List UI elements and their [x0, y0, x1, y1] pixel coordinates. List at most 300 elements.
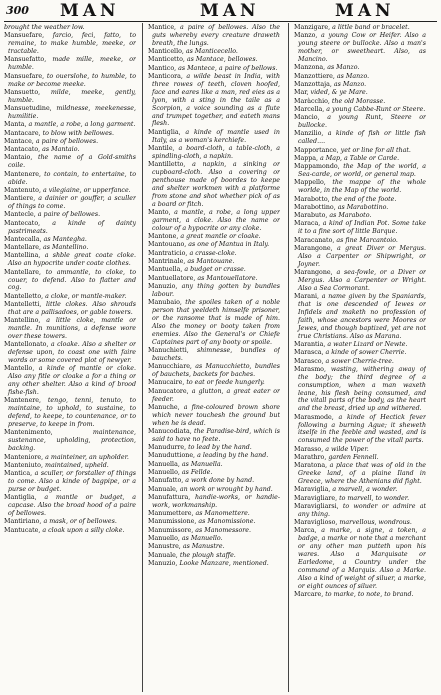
entry-headword: Manzottaja,	[294, 80, 334, 88]
dictionary-entry	[294, 591, 426, 599]
entry-definition: a crasse-cloke.	[189, 249, 237, 257]
entry-definition: a sea-fowle, or a Diver or Mergus. Also a Carpenter or Wright. Also a Sea Cormorant.	[298, 269, 426, 292]
entry-headword: Manticello,	[148, 48, 186, 56]
dictionary-entry	[4, 24, 136, 32]
dictionary-entry	[4, 220, 136, 236]
entry-definition: farcio, feci, fatto, to remaine, to make humble, meeke, or tractable.	[8, 32, 136, 56]
dictionary-entry	[148, 24, 280, 48]
entry-definition: the spoiles taken of a noble person that yeeldeth himselfe prisoner, or the ransome that is made of him. Also the money or booty taken from enemies. Also the General's or Chiefe Captaines part of any booty or spoile.	[152, 299, 280, 346]
dictionary-entry	[294, 163, 426, 179]
entry-definition: a young Cow or Heifer. Also a young steere or bullocke. Also a man's mother, or sweetheart. Also, as Mancino.	[298, 32, 426, 64]
entry-definition: to ammantle, to cloke, to couer, to defend. Also to flatter and cog.	[8, 268, 136, 292]
entry-definition: as Manomettere.	[195, 510, 250, 518]
entry-headword: Marathro,	[294, 453, 329, 461]
dictionary-entry	[294, 341, 426, 349]
entry-headword: Manuale,	[148, 551, 180, 559]
entry-definition: the end of the foote.	[331, 195, 397, 203]
dictionary-entry	[148, 428, 280, 444]
entry-headword: Marasso,	[294, 445, 326, 453]
entry-definition: as Manucchietto, bundles of bauchets, backets for baches.	[152, 363, 280, 378]
entry-definition: a marke, a signe, a token, a badge, a marke or note that a merchant or any other man putteth upon his wares. Also a Marquisate or Earledome, a Country under the command of a Marquis. Also a Marke. Also a kind of weight of siluer, a marke, or eight ounces of siluer.	[298, 527, 426, 590]
dictionary-entry	[148, 275, 280, 283]
dictionary-entry	[294, 64, 426, 72]
entry-headword: Marasca,	[294, 349, 326, 357]
dictionary-entry	[4, 146, 136, 154]
entry-headword: Marangone,	[294, 269, 337, 276]
entry-headword: Manuduttione,	[148, 452, 198, 460]
dictionary-entry	[294, 204, 426, 212]
entry-headword: Mantacare,	[4, 129, 43, 137]
entry-headword: Maravigliarsi,	[294, 502, 343, 510]
entry-definition: a kinde of dainty pastrimeats.	[8, 219, 136, 235]
entry-headword: Mantaio,	[4, 154, 38, 162]
dictionary-entry	[4, 518, 136, 526]
entry-headword: Mansuefatto,	[4, 56, 53, 64]
entry-definition: as Mantace, bellowes.	[186, 56, 258, 64]
dictionary-entry	[148, 266, 280, 274]
entry-definition: a young Cabbe-Runt or Steere.	[326, 105, 426, 113]
entry-headword: Manzigare,	[294, 24, 333, 31]
dictionary-entry	[148, 494, 280, 510]
entry-headword: Mancio,	[294, 114, 328, 122]
dictionary-entry	[294, 358, 426, 366]
entry-definition: mildnesse, meekenesse, humilitie.	[8, 105, 136, 120]
dictionary-entry	[294, 237, 426, 245]
dictionary-entry	[294, 527, 426, 590]
entry-headword: Manuale,	[148, 485, 180, 493]
entry-headword: Mantucate,	[4, 526, 43, 534]
column-divider	[288, 23, 289, 692]
entry-definition: a water Lizard or Newte.	[327, 340, 408, 348]
entry-headword: Mantecato,	[4, 219, 53, 227]
entry-headword: Marcella,	[294, 105, 327, 113]
entry-headword: Mantiriano,	[4, 518, 44, 526]
entry-headword: Maràcchio,	[294, 97, 332, 105]
entry-headword: Manucodiata,	[148, 427, 194, 435]
page-number: 300	[6, 4, 29, 17]
dictionary-entry	[148, 404, 280, 428]
entry-definition: the Map of the world, a Sea-carde, or world, or general map.	[298, 163, 426, 178]
entry-definition: an work or wrought by hand.	[179, 485, 273, 493]
entry-definition: yet or line for all that.	[340, 146, 411, 154]
entry-definition: a glutton, a great eater or feeder.	[152, 387, 280, 403]
entry-definition: to blow with bellowes.	[42, 129, 115, 137]
dictionary-entry	[148, 161, 280, 208]
entry-headword: Mantile,	[148, 144, 179, 152]
entry-definition: the mappe of the whole worlde, in the Map of the world.	[298, 179, 426, 195]
entry-headword: Marasmode,	[294, 413, 339, 421]
entry-definition: as Manomissione.	[198, 518, 256, 526]
entry-definition: a kinde of fish or little fish called....	[298, 130, 426, 146]
entry-headword: Manuello,	[148, 534, 182, 542]
entry-definition: a vilegiaine, or upperfance.	[42, 186, 131, 194]
entry-definition: a kinde of mantle or cloke. Also any fitle or cloake a for a thing or any other shelter. Also a kind of brood fishe-fish.	[8, 365, 136, 397]
dictionary-entry	[148, 388, 280, 404]
entry-definition: a great mantle or cloake.	[180, 233, 261, 241]
dictionary-entry	[148, 209, 280, 233]
dictionary-entry	[4, 301, 136, 317]
dictionary-column-middle	[148, 24, 280, 692]
entry-definition: as Manticecello.	[185, 48, 238, 56]
entry-headword: Mantellonato,	[4, 341, 51, 349]
entry-definition: a little band or bracelet.	[332, 24, 410, 31]
entry-headword: Mantilletto,	[148, 161, 193, 169]
dictionary-entry	[294, 196, 426, 204]
entry-definition: a kinde of mantle used in Italy, as a woman's kerchiefe.	[152, 128, 280, 144]
entry-definition: a shble great coate cloke. Also an hypocrite under coate clothes.	[8, 252, 136, 268]
dictionary-entry	[294, 293, 426, 340]
dictionary-entry	[148, 347, 280, 363]
entry-headword: Manteniore,	[4, 453, 46, 461]
entry-definition: a mantle, a robe, a long garment.	[28, 121, 136, 129]
dictionary-entry	[148, 527, 280, 535]
dictionary-entry	[4, 211, 136, 219]
entry-definition: a board-cloth, a table-cloth, a spindling-cloth, a napkin.	[152, 144, 280, 160]
entry-headword: Mantacato,	[4, 146, 43, 154]
entry-headword: Mantenere,	[4, 170, 45, 178]
dictionary-entry	[4, 317, 136, 341]
dictionary-entry	[148, 469, 280, 477]
entry-definition: a paire of bellowes.	[37, 211, 101, 219]
dictionary-entry	[4, 470, 136, 494]
entry-definition: a mask, or of bellowes.	[43, 518, 117, 526]
entry-definition: made mille, meeke, or humble.	[8, 56, 136, 72]
entry-definition: a sower Cherrie-tree.	[325, 357, 394, 365]
entry-headword: Manucatore,	[148, 387, 192, 395]
entry-headword: Manudurre,	[148, 444, 189, 452]
entry-definition: a cloke, or mantle-maker.	[45, 292, 127, 300]
dictionary-entry	[4, 494, 136, 518]
entry-headword: Mantecalla,	[4, 235, 44, 243]
entry-headword: Marasmo,	[294, 365, 331, 373]
dictionary-entry	[148, 65, 280, 73]
entry-headword: Manticetto,	[148, 56, 187, 64]
entry-headword: Mappamondo,	[294, 163, 344, 171]
dictionary-entry	[294, 414, 426, 446]
entry-headword: Manto,	[148, 208, 175, 216]
dictionary-entry	[4, 73, 136, 89]
entry-definition: as Manuella.	[181, 460, 223, 468]
dictionary-entry	[148, 56, 280, 64]
entry-definition: a leading by the hand.	[197, 452, 269, 460]
dictionary-entry	[294, 106, 426, 114]
entry-definition: maintained, upheld.	[44, 461, 109, 469]
dictionary-entry	[294, 130, 426, 146]
dictionary-entry	[148, 444, 280, 452]
entry-headword: Mantice,	[148, 24, 181, 31]
entry-headword: Manufatto,	[148, 477, 186, 485]
entry-headword: Mappa,	[294, 154, 321, 162]
entry-headword: Manuchietti,	[148, 346, 197, 354]
entry-headword: Manumissione,	[148, 518, 199, 526]
dictionary-entry	[148, 283, 280, 299]
entry-headword: Marabottino,	[294, 203, 338, 211]
running-head-left: MAN	[60, 1, 120, 21]
entry-definition: as Manuello.	[181, 534, 223, 542]
dictionary-entry	[148, 379, 280, 387]
entry-definition: milde, meeke, gently, humble.	[8, 88, 136, 104]
entry-definition: marvellous, wondrous.	[339, 519, 412, 527]
entry-definition: as Mantegha.	[43, 235, 87, 243]
dictionary-entry	[148, 258, 280, 266]
dictionary-entry	[148, 73, 280, 128]
dictionary-entry	[148, 461, 280, 469]
entry-definition: the plough staffe.	[179, 551, 236, 559]
entry-headword: Mantenimento,	[4, 429, 93, 437]
entry-headword: Mantiglia,	[148, 128, 186, 136]
dictionary-entry	[4, 429, 136, 453]
entry-headword: Maracanato,	[294, 236, 337, 244]
entry-definition: to marke, to note, to brand.	[325, 591, 414, 599]
entry-definition: a place that was of old in the Greeke land, of a plaine Iland in Greece, where the Athenians did fight.	[298, 462, 426, 486]
entry-definition: little clokes. Also shrouds that are a pallisadoes, or gable towers.	[8, 301, 136, 316]
entry-headword: Marca,	[294, 527, 322, 535]
column-divider	[142, 23, 143, 692]
entry-headword: Manteniuto,	[4, 461, 45, 469]
entry-definition: a dainier or gouffer, a sculler of things to come.	[8, 195, 136, 211]
dictionary-entry	[148, 145, 280, 161]
dictionary-entry	[4, 154, 136, 170]
entry-headword: Manzilio,	[294, 130, 328, 138]
entry-definition: a mantle or budget, a capcase. Also the broad hood of a paire of bellowes.	[8, 494, 136, 518]
entry-headword: Mansuefare,	[4, 72, 47, 80]
entry-headword: Maraviglioso,	[294, 519, 340, 527]
entry-headword: Maravigliare,	[294, 494, 340, 502]
entry-headword: Manuella,	[148, 460, 182, 468]
dictionary-entry	[294, 81, 426, 89]
entry-definition: a fine-coloured brown shore which never touchesh the ground but when he is dead.	[152, 403, 280, 427]
entry-definition: a marvell, a wonder.	[332, 486, 398, 494]
entry-definition: the name of a Gold-smiths coile.	[8, 154, 136, 170]
entry-headword: Marasco,	[294, 357, 326, 365]
running-head-center: MAN	[200, 1, 260, 21]
entry-definition: handie-works, or handie-work, workmanship.	[152, 493, 280, 509]
dictionary-entry	[4, 171, 136, 187]
dictionary-entry	[4, 89, 136, 105]
entry-definition: the old Morasse.	[331, 97, 386, 105]
dictionary-entry	[4, 397, 136, 429]
entry-headword: Mantenuto,	[4, 186, 43, 194]
entry-definition: maintenance, sustenance, upholding, protection, backing.	[8, 429, 136, 453]
dictionary-entry	[294, 179, 426, 195]
dictionary-entry	[4, 130, 136, 138]
entry-headword: Maraca,	[294, 220, 323, 228]
entry-definition: a paire of bellowes.	[35, 137, 99, 145]
entry-definition: a name given by the Spaniards, that is one descended of Iewes or Infidels and maketh no profession of faith, whose ancestors were Moores or Jewes, and though baptized, yet are not true Christians. Also as Marana.	[298, 293, 426, 340]
entry-definition: garden Fennell.	[328, 453, 379, 461]
dictionary-entry	[294, 147, 426, 155]
entry-headword: Mantelletti,	[4, 301, 47, 309]
entry-headword: Marantia,	[294, 340, 328, 348]
dictionary-column-right	[294, 24, 426, 692]
dictionary-column-left	[4, 24, 136, 692]
entry-headword: Maraviglia,	[294, 486, 333, 494]
dictionary-entry	[294, 155, 426, 163]
entry-definition: as Manzo.	[336, 72, 370, 80]
entry-headword: Mantone,	[148, 233, 181, 241]
entry-headword: Marabuto,	[294, 212, 330, 220]
dictionary-entry	[294, 366, 426, 413]
dictionary-entry	[4, 236, 136, 244]
entry-definition: to lead by the hand.	[188, 444, 252, 452]
dictionary-entry	[294, 503, 426, 519]
dictionary-entry	[4, 462, 136, 470]
dictionary-entry	[294, 462, 426, 486]
dictionary-entry	[148, 518, 280, 526]
entry-headword: Mantellina,	[4, 252, 45, 260]
entry-definition: a young Runt, Steere or bullocke.	[298, 114, 426, 129]
entry-definition: to eat or feede hungerly.	[186, 379, 265, 387]
entry-headword: Mantiglia,	[4, 494, 45, 502]
entry-definition: a little cloke, mantle or mantle. In munitions, a defense wore over these towers.	[8, 317, 136, 341]
entry-definition: a kinde of Hectick fever following a burning Ague; it sheweth itselfe in the feeble and wasted, and is consumed the power of the vitall parts.	[298, 413, 426, 445]
entry-definition: a wilde Viper.	[325, 445, 369, 453]
dictionary-entry	[4, 244, 136, 252]
entry-definition: the Paradise-bird, which is said to have no feete.	[152, 427, 280, 443]
dictionary-entry	[4, 252, 136, 268]
dictionary-entry	[294, 89, 426, 97]
entry-headword: Marangone,	[294, 244, 338, 252]
dictionary-entry	[294, 486, 426, 494]
dictionary-entry	[294, 349, 426, 357]
dictionary-entry	[148, 452, 280, 460]
header-rule	[4, 21, 437, 22]
entry-definition: a napkin, a sinking or cupboard-cloth. Also a covering or penthouse made of boordes to keepe and shelter workmen with a platforme from stone and shot whether pick of as a board or fitch.	[152, 161, 280, 208]
entry-headword: Manzona,	[294, 64, 328, 72]
entry-headword: Mantuellatore,	[148, 274, 198, 282]
dictionary-entry	[294, 212, 426, 220]
entry-definition: to ouerslohe, to humble, to make or become meeke.	[8, 72, 136, 88]
running-head-right: MAN	[335, 1, 395, 21]
dictionary-entry	[294, 114, 426, 130]
entry-headword: Manustre,	[148, 543, 183, 551]
entry-definition: as Manustre.	[182, 543, 225, 551]
dictionary-entry	[294, 519, 426, 527]
entry-definition: any thing gotten by bundles labour.	[152, 282, 280, 298]
entry-headword: Mantecle,	[4, 211, 38, 219]
entry-headword: Mantica,	[4, 470, 35, 478]
entry-definition: as Mantouane.	[187, 257, 235, 265]
dictionary-entry	[148, 299, 280, 346]
entry-definition: as Manzo.	[333, 80, 367, 88]
dictionary-entry	[4, 187, 136, 195]
entry-definition: a mainteiner, an upholder.	[45, 453, 129, 461]
entry-headword: Manta,	[4, 121, 29, 129]
dictionary-entry	[294, 245, 426, 269]
entry-definition: a mantle, a robe, a long upper garment, a cloke. Also the name or colour of a hypocrite or any cloke.	[152, 208, 280, 232]
entry-headword: Manumissore,	[148, 526, 196, 534]
dictionary-entry	[4, 105, 136, 121]
entry-definition: as Marabottino.	[337, 203, 389, 211]
dictionary-entry	[294, 446, 426, 454]
dictionary-entry	[4, 121, 136, 129]
entry-definition: wasting, withering away of the body; the third degree of a consumption, when a man waxeth leane, his flesh being consumed, and the vitall parts of the body, as the heart and the breast, dried up and withered.	[298, 365, 426, 413]
entry-definition: a work done by hand.	[185, 477, 255, 485]
entry-definition: a budget or crasse.	[184, 266, 246, 274]
entry-headword: Mantraticio,	[148, 249, 190, 257]
entry-headword: Manuche,	[148, 403, 184, 411]
dictionary-entry	[4, 269, 136, 293]
dictionary-entry	[148, 535, 280, 543]
dictionary-entry	[148, 477, 280, 485]
entry-definition: Looke Manzare, mentioned.	[179, 559, 269, 567]
entry-definition: as Mantece, a paire of bellows.	[178, 64, 278, 72]
entry-headword: Mantouano,	[148, 241, 189, 249]
entry-definition: a kinde of sower Cherrie.	[325, 349, 407, 357]
entry-definition: as one of Mantua in Italy.	[188, 241, 270, 249]
entry-headword: Manuello,	[148, 469, 182, 476]
entry-headword: Manzottiere,	[294, 72, 337, 80]
entry-headword: Mantenere,	[4, 397, 48, 405]
dictionary-entry	[294, 24, 426, 32]
dictionary-entry	[148, 241, 280, 249]
entry-definition: a Map, a Table or Carde.	[320, 154, 400, 162]
dictionary-entry	[148, 486, 280, 494]
dictionary-entry	[148, 250, 280, 258]
entry-headword: Mansuefare,	[4, 32, 53, 40]
dictionary-entry	[148, 129, 280, 145]
dictionary-entry	[4, 138, 136, 146]
entry-headword: Mansuetudine,	[4, 105, 57, 113]
dictionary-entry	[148, 48, 280, 56]
dictionary-entry	[148, 552, 280, 560]
dictionary-entry	[4, 527, 136, 535]
entry-headword: Manubaio,	[148, 299, 186, 307]
entry-definition: a cloake. Also a shelter or defense upon, to coast one with faire words or some covered plot of newyer.	[8, 341, 136, 365]
dictionary-entry	[294, 495, 426, 503]
entry-headword: Mantace,	[4, 137, 36, 145]
entry-headword: Mantelletto,	[4, 292, 46, 300]
entry-definition: as Fellde.	[181, 469, 213, 476]
entry-headword: Marcare,	[294, 591, 326, 599]
dictionary-entry	[148, 543, 280, 551]
entry-definition: a paire of bellowes. Also the guts whereby every creature draweth breath, the lungs.	[152, 24, 280, 47]
entry-definition: tengo, tenni, tenuto, to maintaine, to uphold, to sustaine, to defend, to keepe, to countenance, or to preserve, to keepe in from.	[8, 397, 136, 429]
dictionary-entry	[294, 32, 426, 64]
entry-headword: Manzo,	[294, 32, 322, 40]
dictionary-entry	[4, 293, 136, 301]
entry-headword: Mapportance,	[294, 146, 341, 154]
dictionary-entry	[4, 454, 136, 462]
dictionary-entry	[148, 510, 280, 518]
entry-definition: a wilde beast in India, with three rowes of teeth, cloven hoofed, face and eares like a man, red eies as a lyon, with a sting in the taile as a Scorpion, a voice sounding as a flute and trumpet together, and eateth mans flesh.	[152, 73, 280, 128]
entry-headword: Marabotto,	[294, 195, 332, 203]
entry-headword: Maratona,	[294, 462, 330, 470]
entry-headword: Marani,	[294, 293, 322, 301]
entry-definition: shimnesse, bundles of bauchets.	[152, 346, 280, 362]
entry-definition: as Mantellino.	[43, 244, 89, 252]
dictionary-entry	[4, 32, 136, 56]
dictionary-entry	[294, 98, 426, 106]
entry-headword: Mantellino,	[4, 317, 47, 325]
dictionary-entry	[148, 233, 280, 241]
entry-definition: to marvell, to wonder.	[339, 494, 410, 502]
entry-headword: Manuzio,	[148, 559, 180, 567]
entry-definition: vided, & ye Mare.	[310, 89, 368, 97]
dictionary-entry	[4, 195, 136, 211]
entry-headword: Mantrinale,	[148, 257, 188, 265]
entry-headword: Manumettere,	[148, 510, 196, 518]
entry-headword: Mappello,	[294, 179, 333, 187]
entry-definition: as Manomessore.	[195, 526, 252, 534]
entry-definition: a cloak upon a silly cloke.	[42, 526, 125, 534]
entry-headword: Manticora,	[148, 73, 187, 80]
dictionary-entry	[4, 56, 136, 72]
dictionary-entry	[4, 365, 136, 397]
entry-definition: a kind of Indian Pot. Some take it to a fine sort of little Barque.	[298, 220, 426, 236]
entry-headword: Manuzio,	[148, 282, 182, 290]
entry-definition: a sculler, or forstaller of things to come. Also a kinde of bagpipe, or a purse or budget.	[8, 470, 136, 493]
